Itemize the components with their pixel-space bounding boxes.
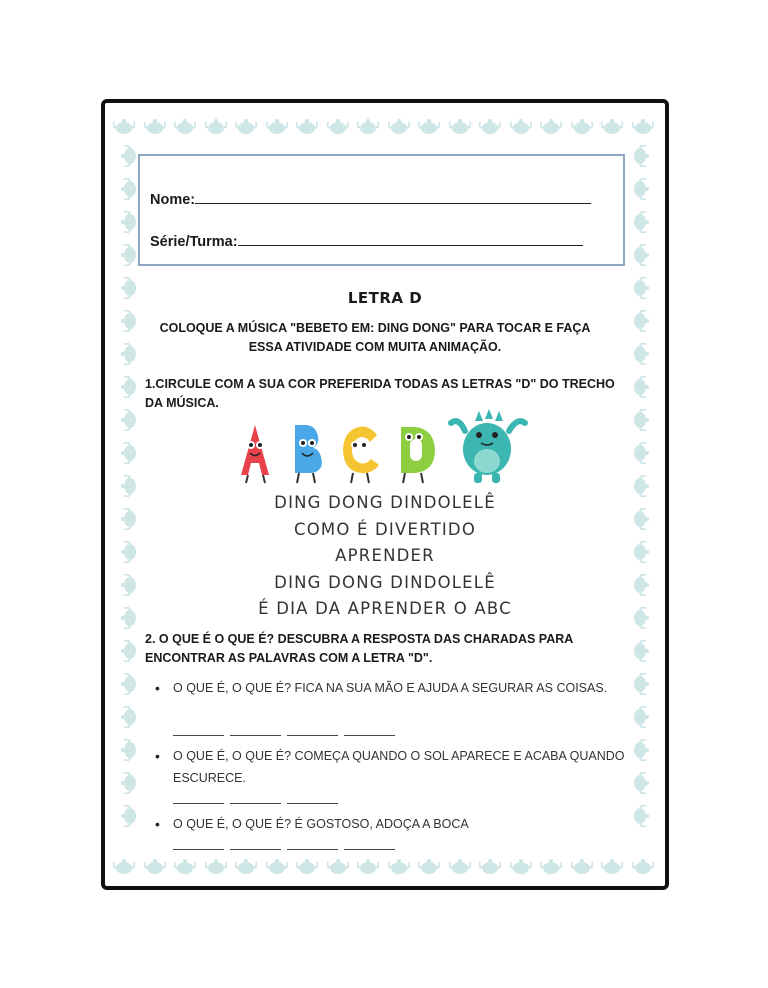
border-motif-icon: [631, 211, 653, 238]
answer-blank[interactable]: [173, 802, 224, 804]
border-motif-icon: [631, 772, 653, 799]
song-line: É DIA DA APRENDER O ABC: [258, 599, 512, 618]
border-motif-icon: [631, 706, 653, 733]
border-motif-icon: [631, 178, 653, 205]
border-motif-icon: [174, 855, 196, 882]
border-motif-icon: [327, 855, 349, 882]
letter-c-character: [343, 427, 379, 483]
border-bottom-decoration: [105, 851, 665, 881]
abc-characters-illustration: [229, 409, 539, 489]
border-motif-icon: [510, 115, 532, 142]
border-top-decoration: [105, 111, 665, 141]
answer-blank[interactable]: [173, 734, 224, 736]
answer-blank[interactable]: [230, 734, 281, 736]
page-title: LETRA D: [347, 289, 423, 307]
name-field[interactable]: [150, 191, 591, 208]
worksheet-page: [101, 99, 669, 890]
border-motif-icon: [479, 855, 501, 882]
border-motif-icon: [117, 673, 139, 700]
border-motif-icon: [418, 115, 440, 142]
border-motif-icon: [117, 805, 139, 832]
name-line[interactable]: [195, 191, 591, 204]
border-motif-icon: [388, 855, 410, 882]
border-motif-icon: [631, 739, 653, 766]
border-motif-icon: [296, 115, 318, 142]
border-motif-icon: [631, 673, 653, 700]
border-motif-icon: [235, 855, 257, 882]
border-motif-icon: [449, 855, 471, 882]
monster-character: [451, 409, 525, 483]
answer-blanks[interactable]: [173, 802, 338, 804]
answer-blanks[interactable]: [173, 848, 395, 850]
border-motif-icon: [357, 855, 379, 882]
border-motif-icon: [388, 115, 410, 142]
bullet: •: [155, 816, 160, 832]
letter-d-character: [401, 427, 435, 483]
border-motif-icon: [601, 855, 623, 882]
answer-blanks[interactable]: [173, 734, 395, 736]
border-motif-icon: [117, 706, 139, 733]
border-motif-icon: [235, 115, 257, 142]
class-field[interactable]: [150, 233, 583, 250]
border-motif-icon: [117, 409, 139, 436]
class-label: Série/Turma:: [150, 234, 238, 250]
border-motif-icon: [117, 145, 139, 172]
bullet: •: [155, 748, 160, 764]
border-motif-icon: [571, 855, 593, 882]
abc-characters-svg: [229, 409, 539, 489]
border-motif-icon: [631, 343, 653, 370]
riddle-text: O QUE É, O QUE É? É GOSTOSO, ADOÇA A BOCA: [173, 817, 469, 831]
song-line: DING DONG DINDOLELÊ: [274, 572, 496, 592]
border-motif-icon: [117, 178, 139, 205]
letter-b-character: [295, 425, 322, 483]
song-line: DING DONG DINDOLELÊ: [274, 493, 496, 512]
border-motif-icon: [117, 244, 139, 271]
riddle-text: O QUE É, O QUE É? COMEÇA QUANDO O SOL APARECE E ACABA QUANDO ESCURECE.: [173, 749, 625, 785]
letter-a-character: [241, 425, 269, 483]
border-motif-icon: [117, 211, 139, 238]
border-motif-icon: [631, 244, 653, 271]
border-motif-icon: [117, 343, 139, 370]
answer-blank[interactable]: [344, 734, 395, 736]
border-motif-icon: [144, 115, 166, 142]
border-motif-icon: [357, 115, 379, 142]
border-motif-icon: [205, 115, 227, 142]
answer-blank[interactable]: [287, 734, 338, 736]
student-info-box: [138, 154, 625, 266]
answer-blank[interactable]: [287, 848, 338, 850]
border-motif-icon: [571, 115, 593, 142]
riddle-item: [155, 813, 625, 835]
border-motif-icon: [631, 310, 653, 337]
song-line: APRENDER: [335, 546, 435, 565]
border-motif-icon: [418, 855, 440, 882]
border-motif-icon: [266, 115, 288, 142]
border-motif-icon: [117, 739, 139, 766]
class-line[interactable]: [238, 233, 583, 246]
border-motif-icon: [601, 115, 623, 142]
border-motif-icon: [144, 855, 166, 882]
border-motif-icon: [296, 855, 318, 882]
riddle-item: [155, 745, 625, 789]
border-motif-icon: [449, 115, 471, 142]
riddle-text: O QUE É, O QUE É? FICA NA SUA MÃO E AJUDA A SEGURAR AS COISAS.: [173, 681, 608, 695]
question-1: 1.CIRCULE COM A SUA COR PREFERIDA TODAS AS LETRAS "D" DO TRECHO DA MÚSICA.: [145, 377, 615, 410]
border-motif-icon: [631, 442, 653, 469]
border-motif-icon: [117, 442, 139, 469]
border-motif-icon: [510, 855, 532, 882]
name-label: Nome:: [150, 192, 196, 208]
border-motif-icon: [266, 855, 288, 882]
answer-blank[interactable]: [173, 848, 224, 850]
song-line: COMO É DIVERTIDO: [293, 519, 477, 539]
border-motif-icon: [540, 855, 562, 882]
border-motif-icon: [631, 409, 653, 436]
question-2: 2. O QUE É O QUE É? DESCUBRA A RESPOSTA DAS CHARADAS PARA ENCONTRAR AS PALAVRAS COM A LETRA "D".: [145, 632, 573, 665]
answer-blank[interactable]: [230, 848, 281, 850]
border-motif-icon: [540, 115, 562, 142]
border-motif-icon: [631, 805, 653, 832]
border-motif-icon: [174, 115, 196, 142]
border-motif-icon: [327, 115, 349, 142]
bullet: •: [155, 680, 160, 696]
border-motif-icon: [117, 772, 139, 799]
border-motif-icon: [205, 855, 227, 882]
border-motif-icon: [479, 115, 501, 142]
border-motif-icon: [117, 310, 139, 337]
answer-blank[interactable]: [344, 848, 395, 850]
border-motif-icon: [631, 145, 653, 172]
riddle-item: [155, 677, 625, 699]
song-excerpt: [105, 490, 665, 623]
answer-blank[interactable]: [287, 802, 338, 804]
border-motif-icon: [117, 376, 139, 403]
answer-blank[interactable]: [230, 802, 281, 804]
instructions-text: COLOQUE A MÚSICA "BEBETO EM: DING DONG" PARA TOCAR E FAÇA ESSA ATIVIDADE COM MUITA ANIMAÇÃO.: [159, 321, 591, 354]
border-motif-icon: [117, 640, 139, 667]
